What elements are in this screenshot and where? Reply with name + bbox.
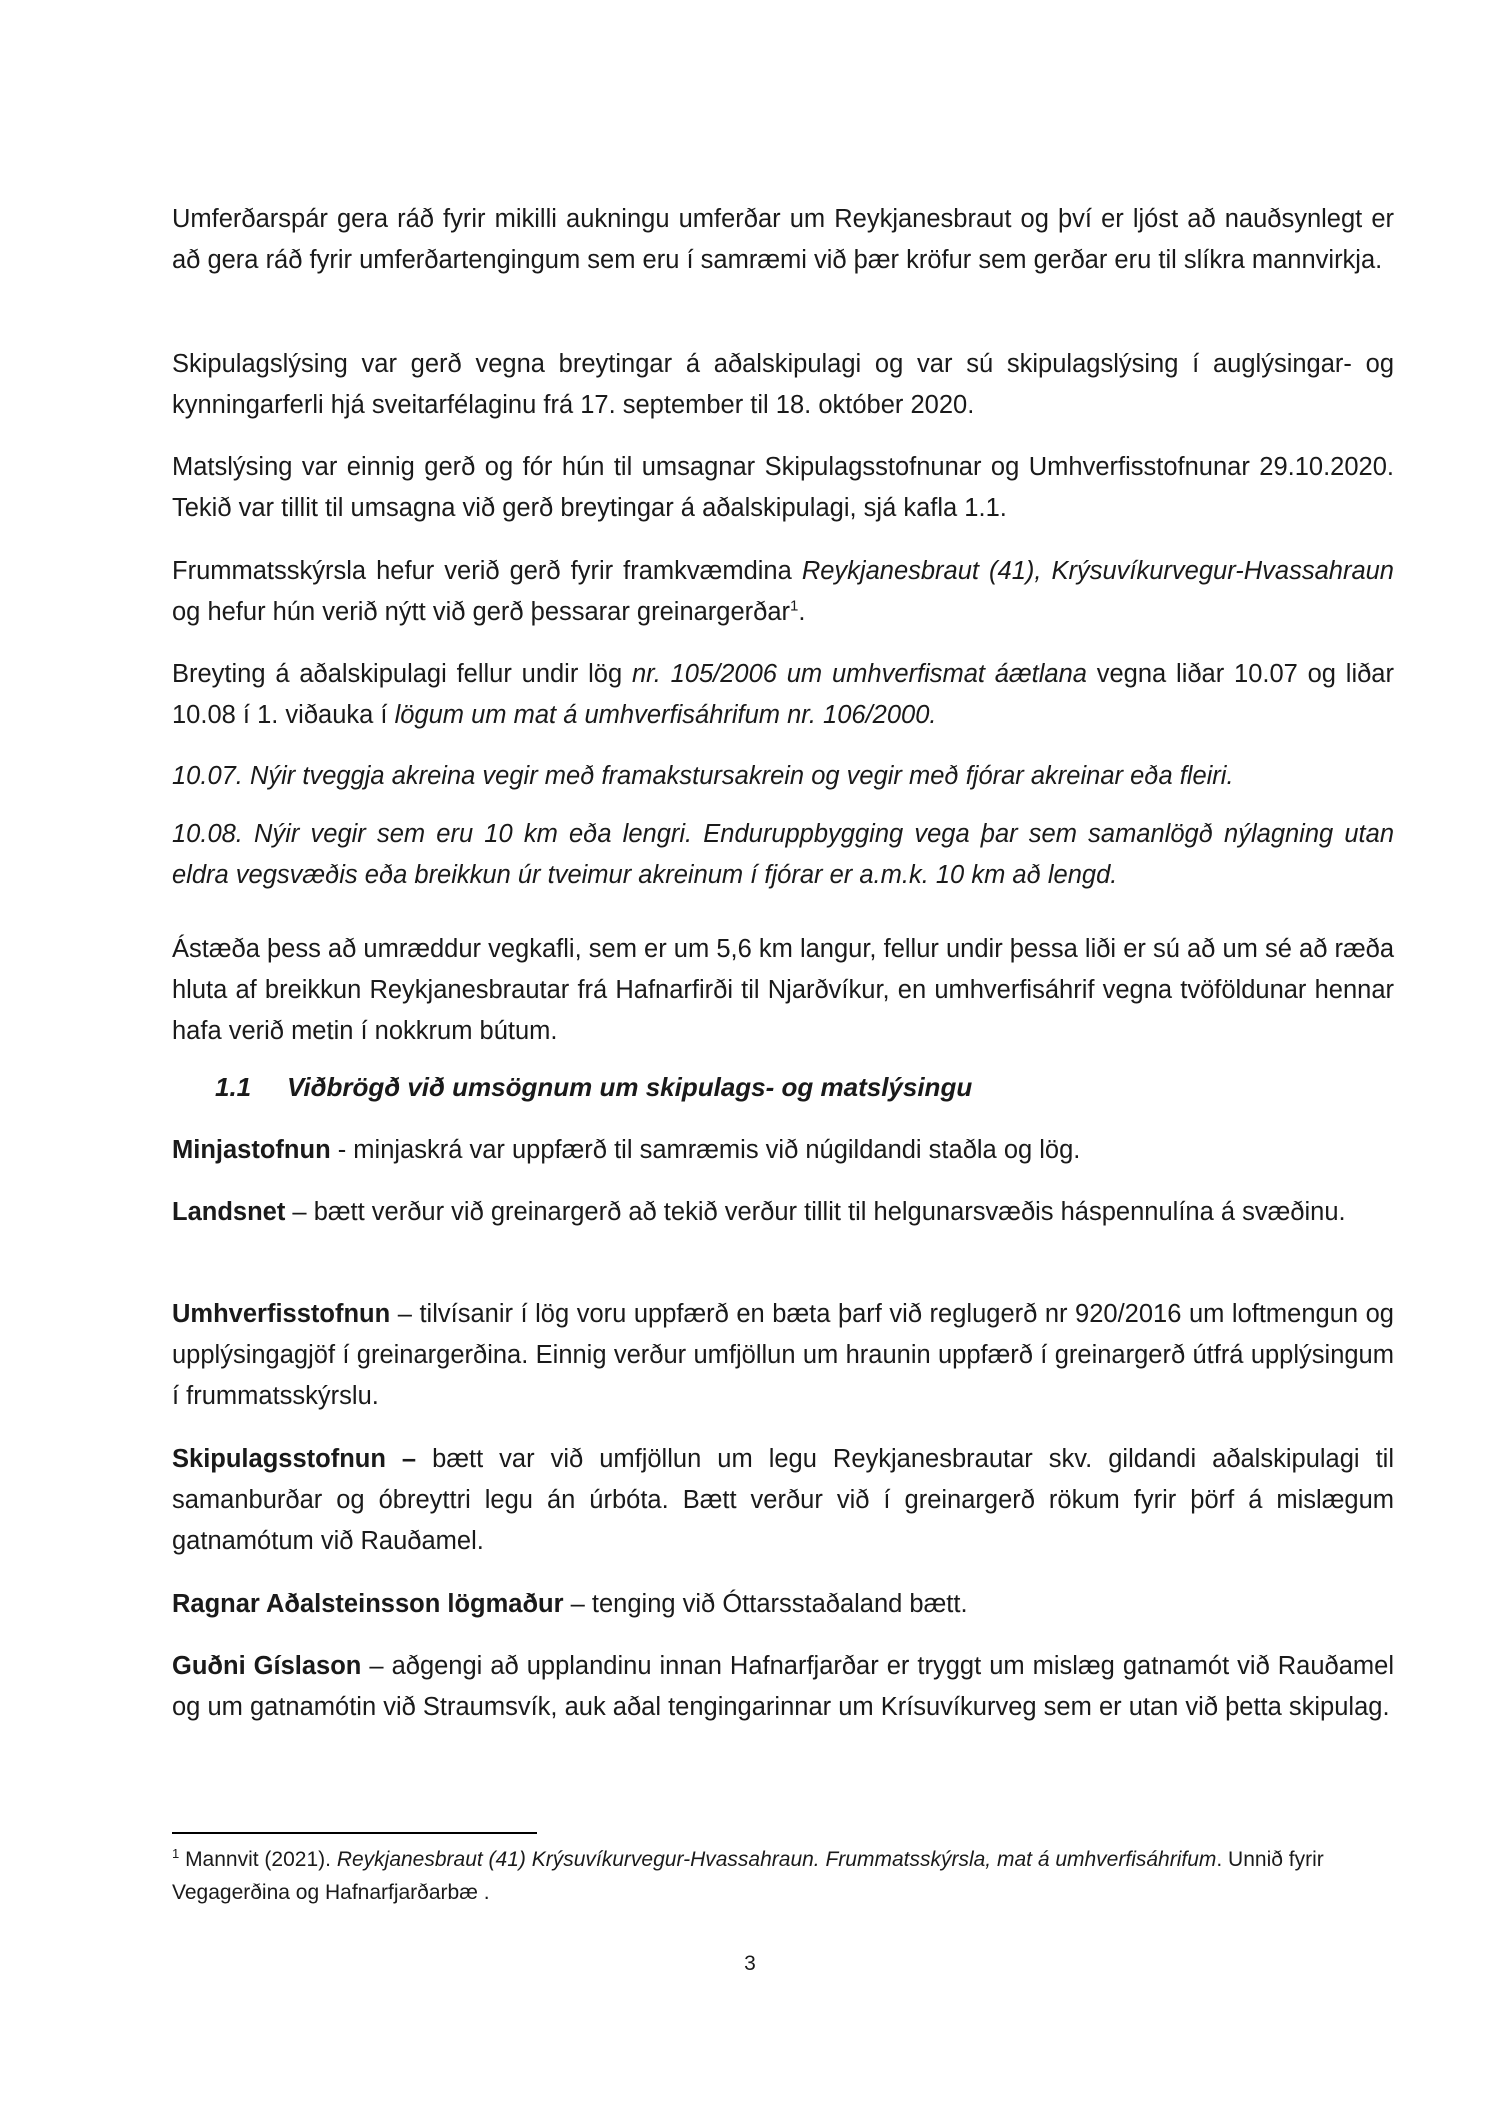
section-heading: [215, 1067, 972, 1108]
law-reference-italic: lögum um mat á umhverfisáhrifum nr. 106/2000.: [394, 701, 937, 729]
response-umhverfisstofnun: [172, 1294, 1394, 1417]
respondent-name: Guðni Gíslason: [172, 1652, 362, 1680]
paragraph-reason: Ástæða þess að umræddur vegkafli, sem er um 5,6 km langur, fellur undir þessa liði er sú að um sé að ræða hluta af breikkun Reykjanesbrautar frá Hafnarfirði til Njarðvíkur, en umhverfisáhrif vegna tvöföldunar hennar hafa verið metin í nokkrum bútum.: [172, 935, 1394, 1045]
response-skipulagsstofnun: [172, 1439, 1394, 1562]
response-gudni: [172, 1646, 1394, 1728]
response-minjastofnun: [172, 1130, 1394, 1171]
clause-text-italic: 10.08. Nýir vegir sem eru 10 km eða lengri. Enduruppbygging vega þar sem samanlögð nýlagning utan eldra vegsvæðis eða breikkun úr tveimur akreinum í fjórar er a.m.k. 10 km að lengd.: [172, 820, 1394, 889]
text-run: vegna liðar 10.07 og liðar 10.08 í 1. viðauka í: [172, 660, 1394, 729]
respondent-name: Landsnet: [172, 1198, 286, 1226]
paragraph-assessment-description: Matslýsing var einnig gerð og fór hún til umsagnar Skipulagsstofnunar og Umhverfisstofnunar 29.10.2020. Tekið var tillit til umsagna við gerð breytingar á aðalskipulagi, sjá kafla 1.1.: [172, 453, 1394, 522]
paragraph-clause-10-07: [172, 756, 1394, 797]
footnote-title-italic: Reykjanesbraut (41) Krýsuvíkurvegur-Hvassahraun. Frummatsskýrsla, mat á umhverfisáhrifum: [336, 1848, 1217, 1871]
response-text: – tilvísanir í lög voru uppfærð en bæta þarf við reglugerð nr 920/2016 um loftmengun og upplýsingagjöf í greinargerðina. Einnig verður umfjöllun um hraunin uppfærð í greinargerð útfrá upplýsingum í frummatsskýrslu.: [172, 1300, 1394, 1410]
text-run: og hefur hún verið nýtt við gerð þessarar greinargerðar: [172, 598, 791, 626]
response-text: – aðgengi að upplandinu innan Hafnarfjarðar er tryggt um mislæg gatnamót við Rauðamel og um gatnamótin við Straumsvík, auk aðal tengingarinnar um Krísuvíkurveg sem er utan við þetta skipulag.: [172, 1652, 1395, 1721]
text-run: Breyting á aðalskipulagi fellur undir lög: [172, 660, 632, 688]
respondent-name: Umhverfisstofnun: [172, 1300, 391, 1328]
footnote-text: . Unnið fyrir Vegagerðina og Hafnarfjarðarbæ .: [172, 1848, 1324, 1904]
response-landsnet: [172, 1192, 1394, 1233]
page-number: 3: [744, 1952, 756, 1975]
respondent-name: Minjastofnun: [172, 1136, 331, 1164]
paragraph-clause-10-08: [172, 814, 1394, 896]
text-run: Frummatsskýrsla hefur verið gerð fyrir framkvæmdina: [172, 557, 802, 585]
footnote: [172, 1843, 1394, 1909]
section-number: 1.1: [215, 1072, 252, 1102]
paragraph-preliminary-report: [172, 551, 1394, 633]
response-text: - minjaskrá var uppfærð til samræmis við núgildandi staðla og lög.: [330, 1136, 1081, 1164]
respondent-name: Skipulagsstofnun –: [172, 1445, 417, 1473]
footnote-marker: 1: [172, 1846, 180, 1861]
paragraph-traffic-forecast: Umferðarspár gera ráð fyrir mikilli aukningu umferðar um Reykjanesbraut og því er ljóst að nauðsynlegt er að gera ráð fyrir umferðartengingum sem eru í samræmi við þær kröfur sem gerðar eru til slíkra mannvirkja.: [172, 205, 1394, 274]
response-text: bætt var við umfjöllun um legu Reykjanesbrautar skv. gildandi aðalskipulagi til samanburðar og óbreyttri legu án úrbóta. Bætt verður við í greinargerð rökum fyrir þörf á mislægum gatnamótum við Rauðamel.: [172, 1445, 1394, 1555]
clause-text-italic: 10.07. Nýir tveggja akreina vegir með framakstursakrein og vegir með fjórar akreinar eða fleiri.: [172, 762, 1234, 790]
text-run: .: [798, 598, 806, 626]
paragraph-planning-description: Skipulagslýsing var gerð vegna breytingar á aðalskipulagi og var sú skipulagslýsing í auglýsingar- og kynningarferli hjá sveitarfélaginu frá 17. september til 18. október 2020.: [172, 350, 1394, 419]
footnote-reference[interactable]: 1: [790, 597, 799, 615]
response-text: – bætt verður við greinargerð að tekið verður tillit til helgunarsvæðis háspennulína á svæðinu.: [285, 1198, 1346, 1226]
law-reference-italic: nr. 105/2006 um umhverfismat áætlana: [631, 660, 1087, 688]
footnote-separator: [172, 1832, 537, 1834]
section-title: Viðbrögð við umsögnum um skipulags- og matslýsingu: [287, 1072, 973, 1102]
project-name-italic: Reykjanesbraut (41), Krýsuvíkurvegur-Hvassahraun: [801, 557, 1394, 585]
response-ragnar: [172, 1584, 1394, 1625]
respondent-name: Ragnar Aðalsteinsson lögmaður: [172, 1590, 564, 1618]
response-text: – tenging við Óttarsstaðaland bætt.: [563, 1590, 968, 1618]
footnote-text: Mannvit (2021).: [179, 1848, 337, 1871]
paragraph-legal-basis: [172, 654, 1394, 736]
